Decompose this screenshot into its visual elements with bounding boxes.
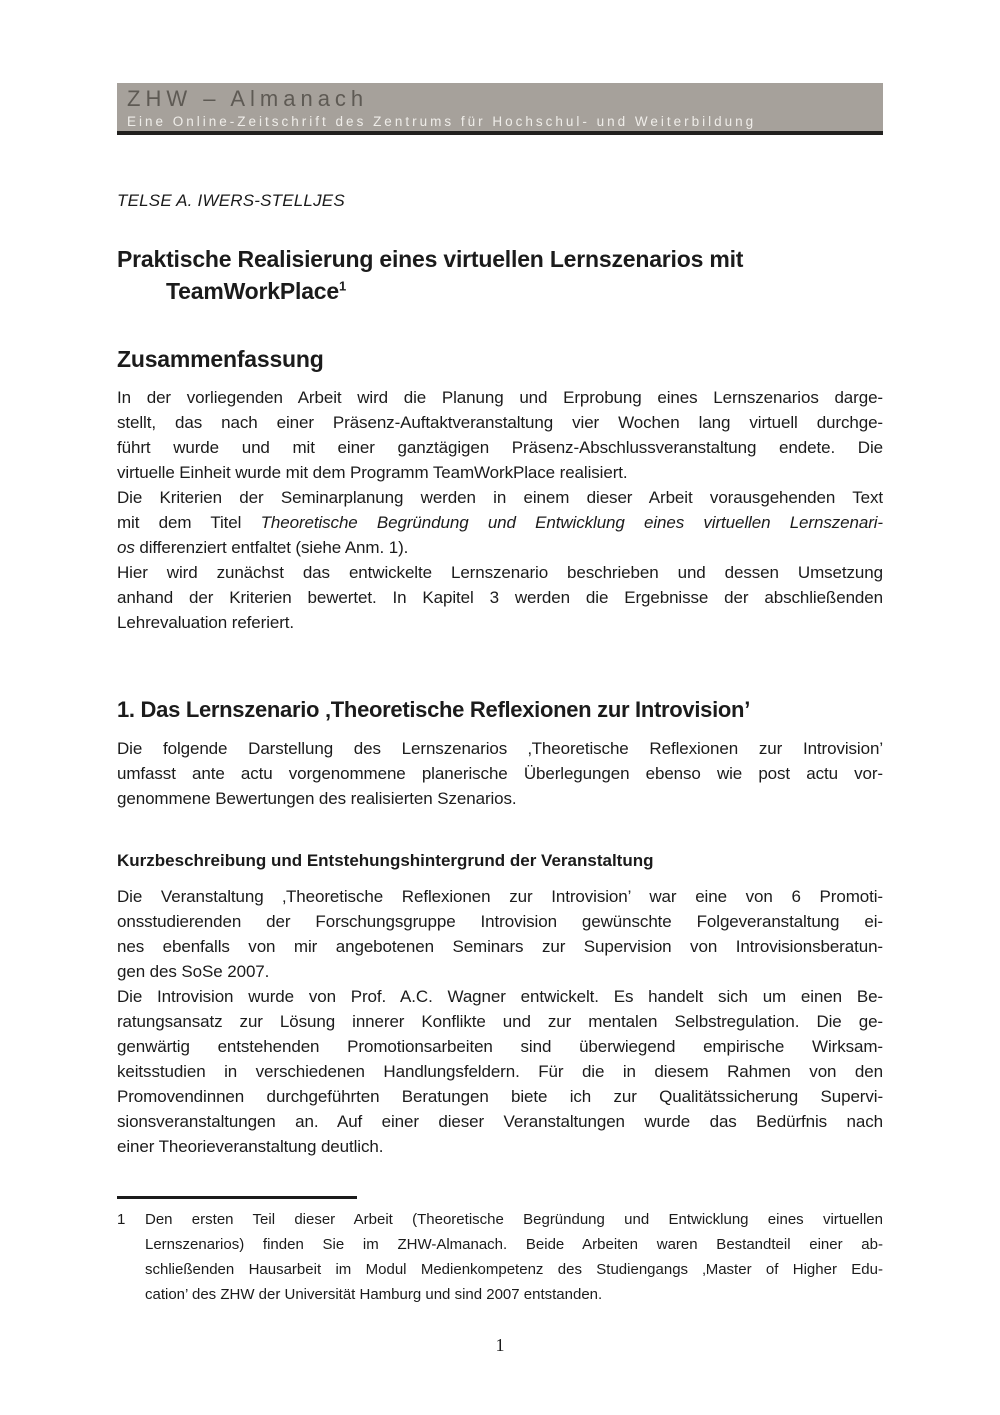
footnote <box>117 1207 883 1307</box>
footnote-area <box>117 1196 883 1307</box>
journal-title: ZHW – Almanach <box>127 86 369 111</box>
abstract-heading: Zusammenfassung <box>117 346 324 372</box>
text-line: Promovendinnen durchgeführten Beratungen biete ich zur Qualitätssicherung Supervi- <box>117 1087 883 1106</box>
text-line: virtuelle Einheit wurde mit dem Programm TeamWorkPlace realisiert. <box>117 463 628 482</box>
page-number: 1 <box>495 1335 505 1355</box>
subsection-heading: Kurzbeschreibung und Entstehungshintergrund der Veranstaltung <box>117 851 654 870</box>
text-line: Die Kriterien der Seminarplanung werden in einem dieser Arbeit vorausgehenden Text <box>117 488 883 507</box>
author-line: TELSE A. IWERS-STELLJES <box>117 191 345 210</box>
text-line: gen des SoSe 2007. <box>117 962 270 981</box>
abstract-paragraphs <box>117 385 883 635</box>
article-title-line-1: Praktische Realisierung eines virtuellen Lernszenarios mit <box>117 246 744 272</box>
text-line: schließenden Hausarbeit im Modul Medienkompetenz des Studiengangs ‚Master of Higher Edu- <box>145 1261 883 1278</box>
section-1-heading: 1. Das Lernszenario ‚Theoretische Reflexionen zur Introvision’ <box>117 697 751 722</box>
text-line: einer Theorieveranstaltung deutlich. <box>117 1137 384 1156</box>
footnote-marker: 1 <box>117 1211 126 1228</box>
text-line: nes ebenfalls von mir angebotenen Seminars zur Supervision von Introvisionsberatun- <box>117 937 883 956</box>
text-line: führt wurde und mit einer ganztägigen Präsenz-Abschlussveranstaltung endete. Die <box>117 438 883 457</box>
text-line: In der vorliegenden Arbeit wird die Planung und Erprobung eines Lernszenarios darge- <box>117 388 883 407</box>
text-line: umfasst ante actu vorgenommene planerische Überlegungen ebenso wie post actu vor- <box>117 764 883 783</box>
footnote-text <box>145 1207 883 1307</box>
article-title-line-2-text: TeamWorkPlace <box>166 278 339 304</box>
text-line: Lehrevaluation referiert. <box>117 613 295 632</box>
text-line: mit dem Titel Theoretische Begründung und Entwicklung eines virtuellen Lernszenari- <box>117 513 883 532</box>
text-line: Den ersten Teil dieser Arbeit (Theoretische Begründung und Entwicklung eines virtuellen <box>145 1211 883 1228</box>
section-1-paragraphs <box>117 736 883 811</box>
text-line: sionsveranstaltungen an. Auf einer dieser Veranstaltungen wurde das Bedürfnis nach <box>117 1112 883 1131</box>
text-line: genommene Bewertungen des realisierten Szenarios. <box>117 789 517 808</box>
subsection-paragraphs <box>117 884 883 1159</box>
text-line: stellt, das nach einer Präsenz-Auftaktveranstaltung vier Wochen lang virtuell durchge- <box>117 413 883 432</box>
article-title <box>117 243 883 307</box>
journal-header-band <box>117 83 883 135</box>
text-line: Hier wird zunächst das entwickelte Lernszenario beschrieben und dessen Umsetzung <box>117 563 883 582</box>
journal-subtitle: Eine Online-Zeitschrift des Zentrums für Hochschul- und Weiterbildung <box>127 114 757 129</box>
text-line: genwärtig entstehenden Promotionsarbeiten sind überwiegend empirische Wirksam- <box>117 1037 883 1056</box>
text-line: Die Veranstaltung ‚Theoretische Reflexionen zur Introvision’ war eine von 6 Promoti- <box>117 887 883 906</box>
text-line: ratungsansatz zur Lösung innerer Konflikte und zur mentalen Selbstregulation. Die ge- <box>117 1012 883 1031</box>
text-line: Lernszenarios) finden Sie im ZHW-Almanach. Beide Arbeiten waren Bestandteil einer ab- <box>145 1236 883 1253</box>
text-line: onsstudierenden der Forschungsgruppe Introvision gewünschte Folgeveranstaltung ei- <box>117 912 883 931</box>
footnote-separator-rule <box>117 1196 357 1199</box>
article-title-line-2 <box>117 275 883 307</box>
text-line: Die folgende Darstellung des Lernszenarios ‚Theoretische Reflexionen zur Introvision’ <box>117 739 883 758</box>
text-line: os differenziert entfaltet (siehe Anm. 1). <box>117 538 409 557</box>
text-line: Die Introvision wurde von Prof. A.C. Wagner entwickelt. Es handelt sich um einen Be- <box>117 987 883 1006</box>
text-line: keitsstudien in verschiedenen Handlungsfeldern. Für die in diesem Rahmen von den <box>117 1062 883 1081</box>
text-line: anhand der Kriterien bewertet. In Kapitel 3 werden die Ergebnisse der abschließenden <box>117 588 883 607</box>
content-column <box>117 0 883 1356</box>
footnote-reference-superscript: 1 <box>338 278 346 294</box>
text-line: cation’ des ZHW der Universität Hamburg und sind 2007 entstanden. <box>145 1286 603 1303</box>
